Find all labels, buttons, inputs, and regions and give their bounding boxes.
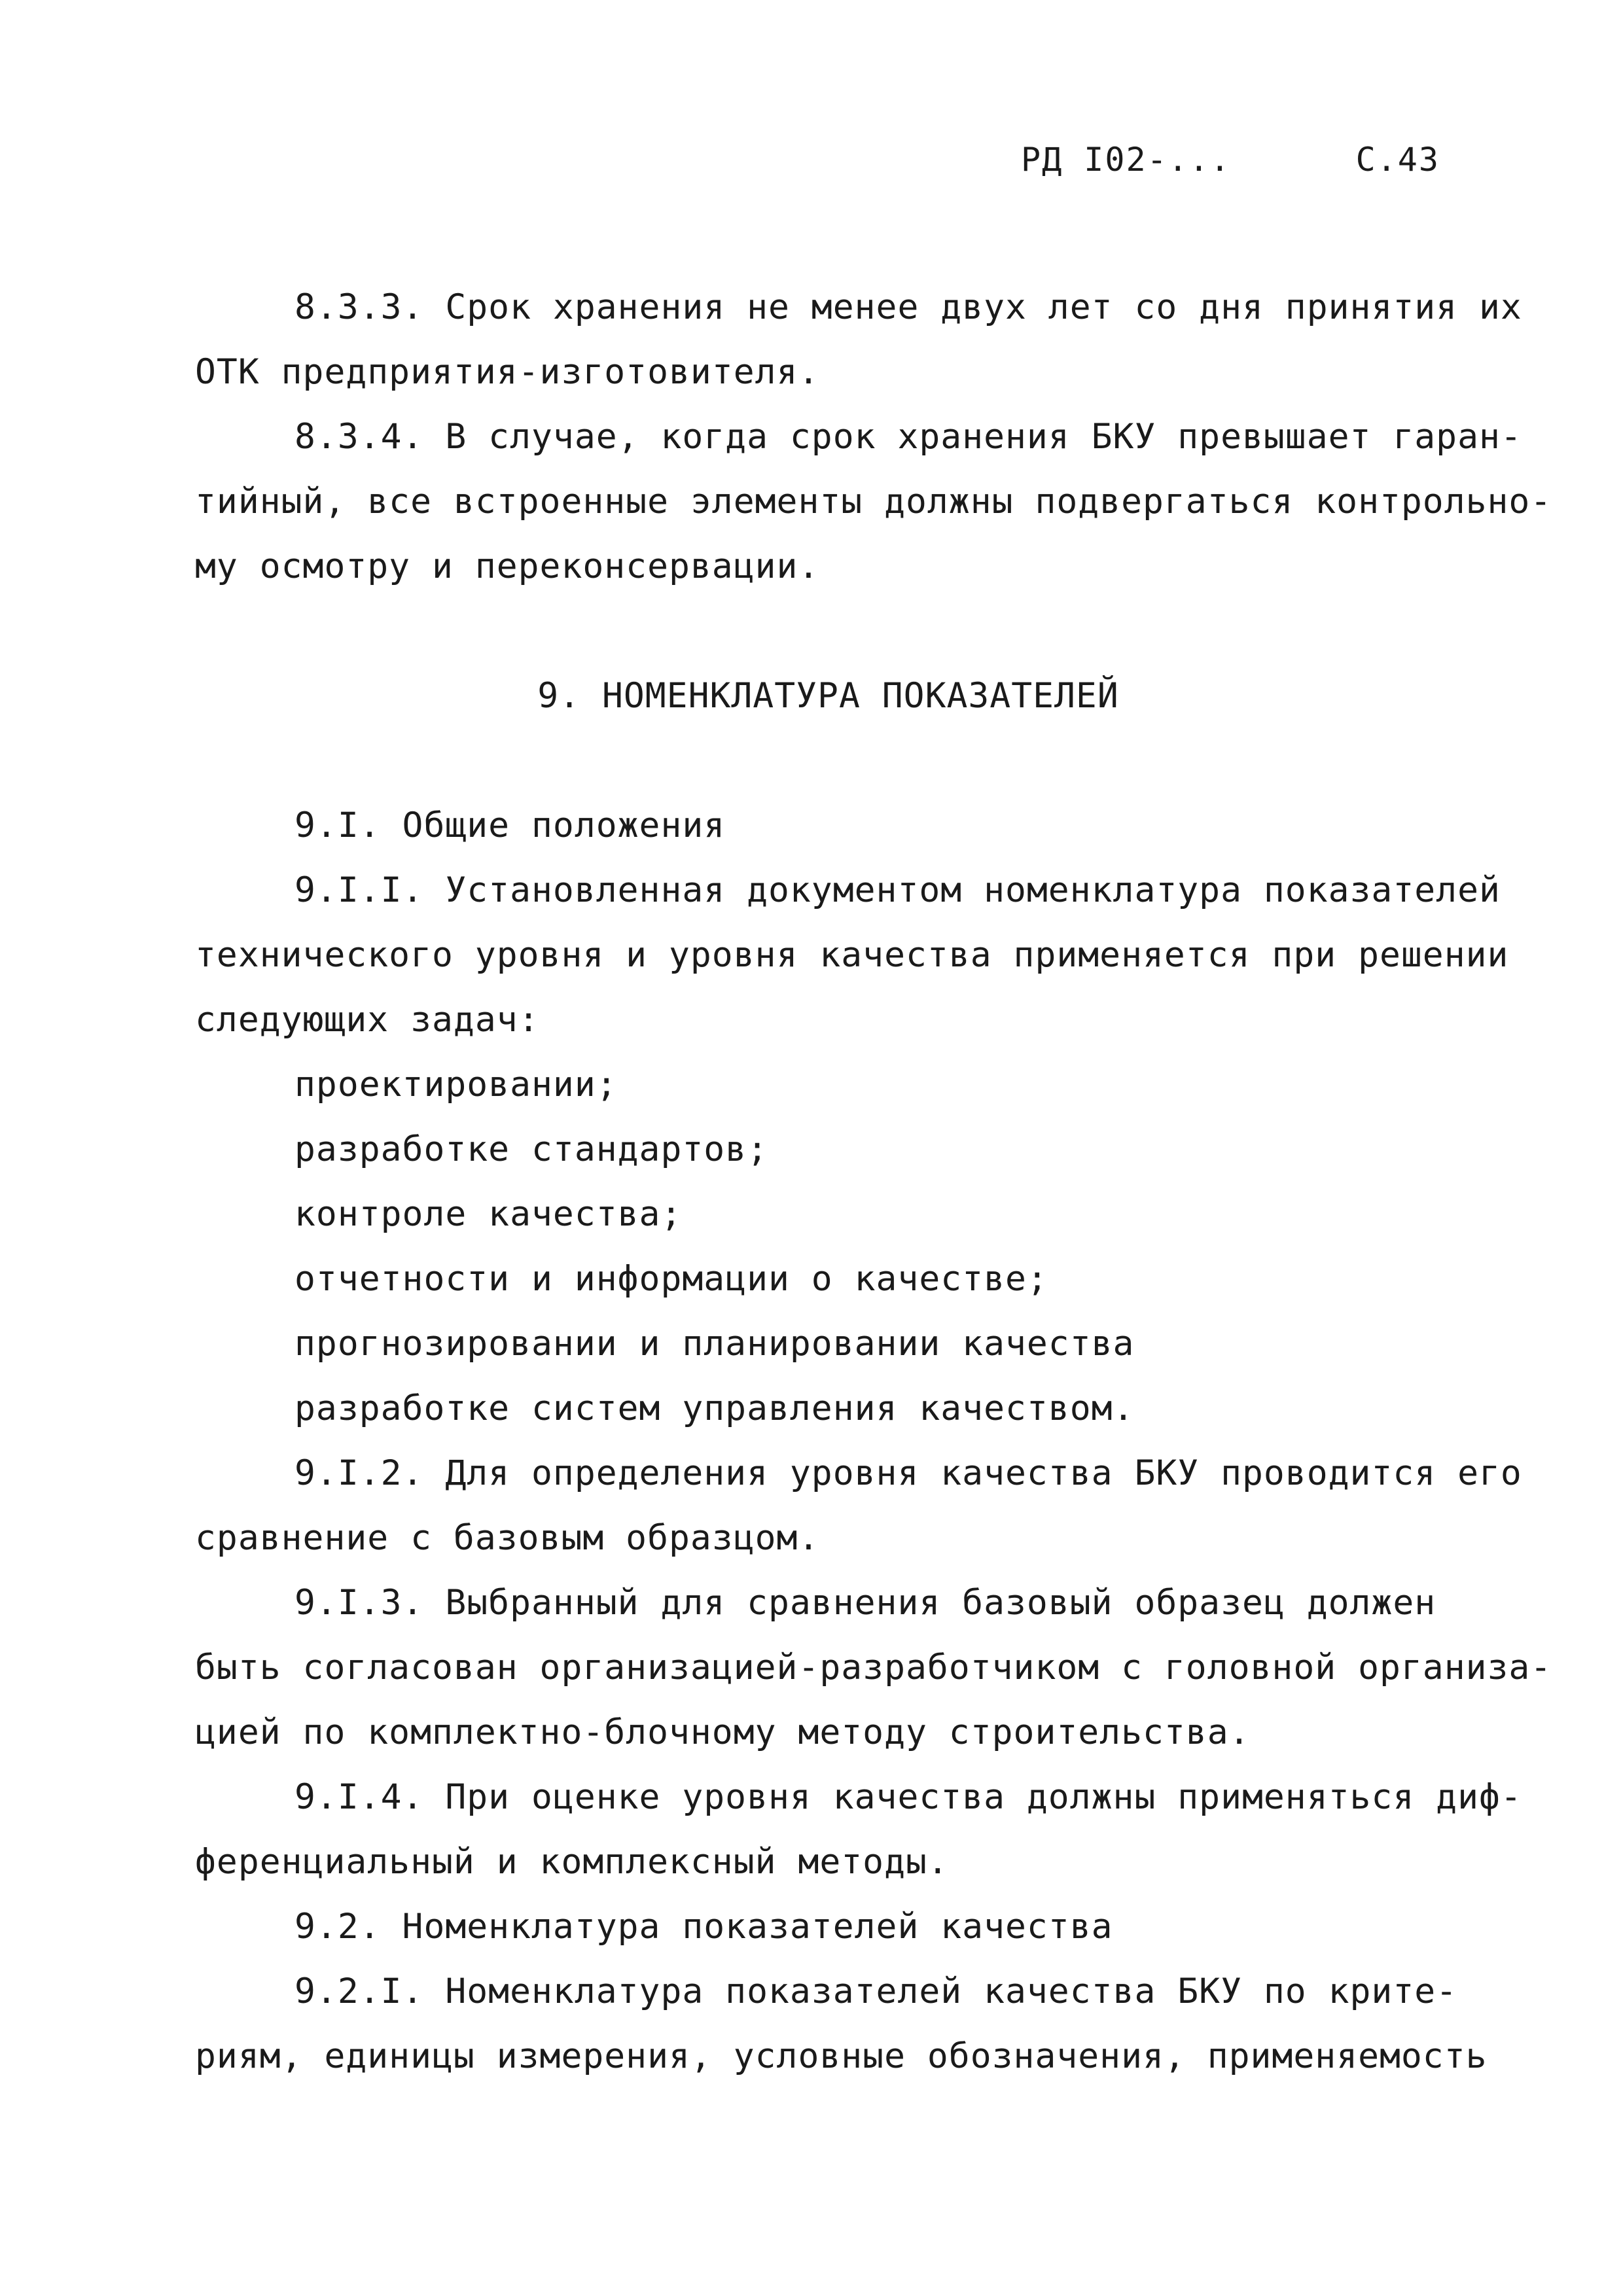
paragraph-9-1-1-line-2: технического уровня и уровня качества применяется при решении (195, 935, 1509, 975)
task-list-item: проектировании; (294, 1065, 618, 1104)
document-body (195, 275, 1552, 2089)
paragraph-9-1-1-line-1: 9.I.I. Установленная документом номенклатура показателей (294, 870, 1501, 910)
section-heading: 9. НОМЕНКЛАТУРА ПОКАЗАТЕЛЕЙ (537, 676, 1119, 716)
paragraph-9-1-1-line-3: следующих задач: (195, 1000, 540, 1040)
subsection-title-9-2: 9.2. Номенклатура показателей качества (294, 1907, 1113, 1947)
paragraph-8-3-4-line-1: 8.3.4. В случае, когда срок хранения БКУ превышает гаран- (294, 417, 1522, 457)
paragraph-8-3-3-line-2: ОТК предприятия-изготовителя. (195, 352, 820, 392)
page-header (1021, 141, 1440, 200)
task-list-item: разработке систем управления качеством. (294, 1388, 1135, 1428)
spacer (195, 599, 1461, 663)
paragraph-9-1-3-line-1: 9.I.3. Выбранный для сравнения базовый образец должен (294, 1583, 1436, 1623)
paragraph-9-2-1-line-1: 9.2.I. Номенклатура показателей качества БКУ по крите- (294, 1971, 1458, 2011)
paragraph-9-1-2-line-2: сравнение с базовым образцом. (195, 1518, 820, 1558)
task-list-item: контроле качества; (294, 1194, 683, 1234)
spacer (195, 728, 1461, 793)
paragraph-9-1-3-line-3: цией по комплектно-блочному методу строительства. (195, 1712, 1251, 1752)
page-number: С.43 (1355, 141, 1440, 179)
task-list-item: отчетности и информации о качестве; (294, 1259, 1048, 1299)
paragraph-9-2-1-line-2: риям, единицы измерения, условные обозначения, применяемость (195, 2036, 1488, 2076)
paragraph-9-1-3-line-2: быть согласован организацией-разработчиком с головной организа- (195, 1648, 1552, 1687)
paragraph-9-1-2-line-1: 9.I.2. Для определения уровня качества БКУ проводится его (294, 1453, 1522, 1493)
paragraph-8-3-4-line-2: тийный, все встроенные элементы должны подвергаться контрольно- (195, 482, 1552, 521)
subsection-title-9-1: 9.I. Общие положения (294, 805, 726, 845)
task-list-item: разработке стандартов; (294, 1129, 768, 1169)
paragraph-8-3-4-line-3: му осмотру и переконсервации. (195, 546, 820, 586)
paragraph-8-3-3-line-1: 8.3.3. Срок хранения не менее двух лет со дня принятия их (294, 287, 1522, 327)
task-list-item: прогнозировании и планировании качества (294, 1324, 1135, 1364)
paragraph-9-1-4-line-2: ференциальный и комплексный методы. (195, 1842, 949, 1882)
paragraph-9-1-4-line-1: 9.I.4. При оценке уровня качества должны применяться диф- (294, 1777, 1522, 1817)
document-code: РД I02-... (1021, 141, 1232, 179)
